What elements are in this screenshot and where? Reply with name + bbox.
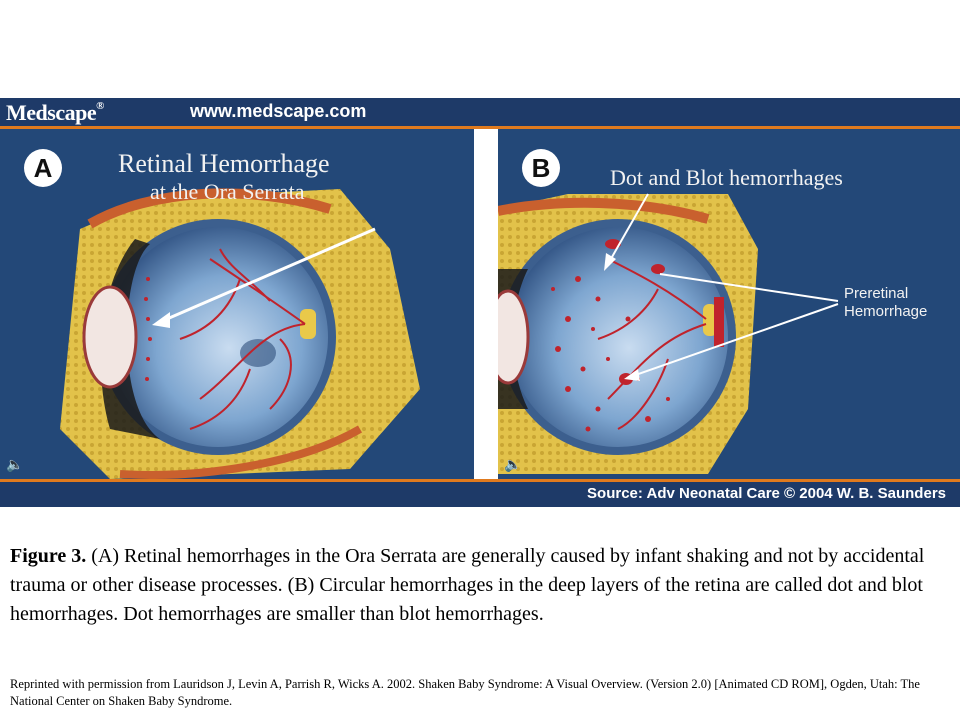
source-credit: Source: Adv Neonatal Care © 2004 W. B. Saunders [587, 485, 946, 502]
slide-url: www.medscape.com [190, 101, 367, 121]
panel-b [498, 129, 960, 479]
reprint-credit: Reprinted with permission from Lauridson J, Levin A, Parrish R, Wicks A. 2002. Shaken Baby Syndrome: A Visual Overview. (Version 2.0) [Animated CD ROM], Ogden, Utah: The National Center on Shaken Baby Syndrome. [10, 677, 920, 708]
panel-a-subtitle: at the Ora Serrata [150, 179, 305, 204]
speaker-icon[interactable]: 🔈 [6, 457, 24, 473]
panel-a [0, 129, 474, 479]
panel-divider [474, 129, 498, 479]
panel-a-title: Retinal Hemorrhage [118, 149, 330, 178]
figure-label: Figure 3. [10, 545, 87, 567]
medscape-logo: Medscape® [6, 100, 104, 125]
slide-image [0, 98, 960, 504]
panel-b-title: Dot and Blot hemorrhages [610, 165, 843, 190]
preretinal-label: Preretinal Hemorrhage [844, 285, 928, 320]
badge-b: B [522, 149, 560, 187]
figure-caption [10, 542, 950, 629]
speaker-icon[interactable]: 🔈 [504, 457, 522, 473]
slide-header [0, 98, 960, 129]
slide-footer [0, 479, 960, 507]
caption-text: (A) Retinal hemorrhages in the Ora Serrata are generally caused by infant shaking and not by accidental trauma or other disease processes. (B) Circular hemorrhages in the deep layers of the retina are called dot and blot hemorrhages. Dot hemorrhages are smaller than blot hemorrhages. [10, 545, 925, 625]
badge-a: A [24, 149, 62, 187]
